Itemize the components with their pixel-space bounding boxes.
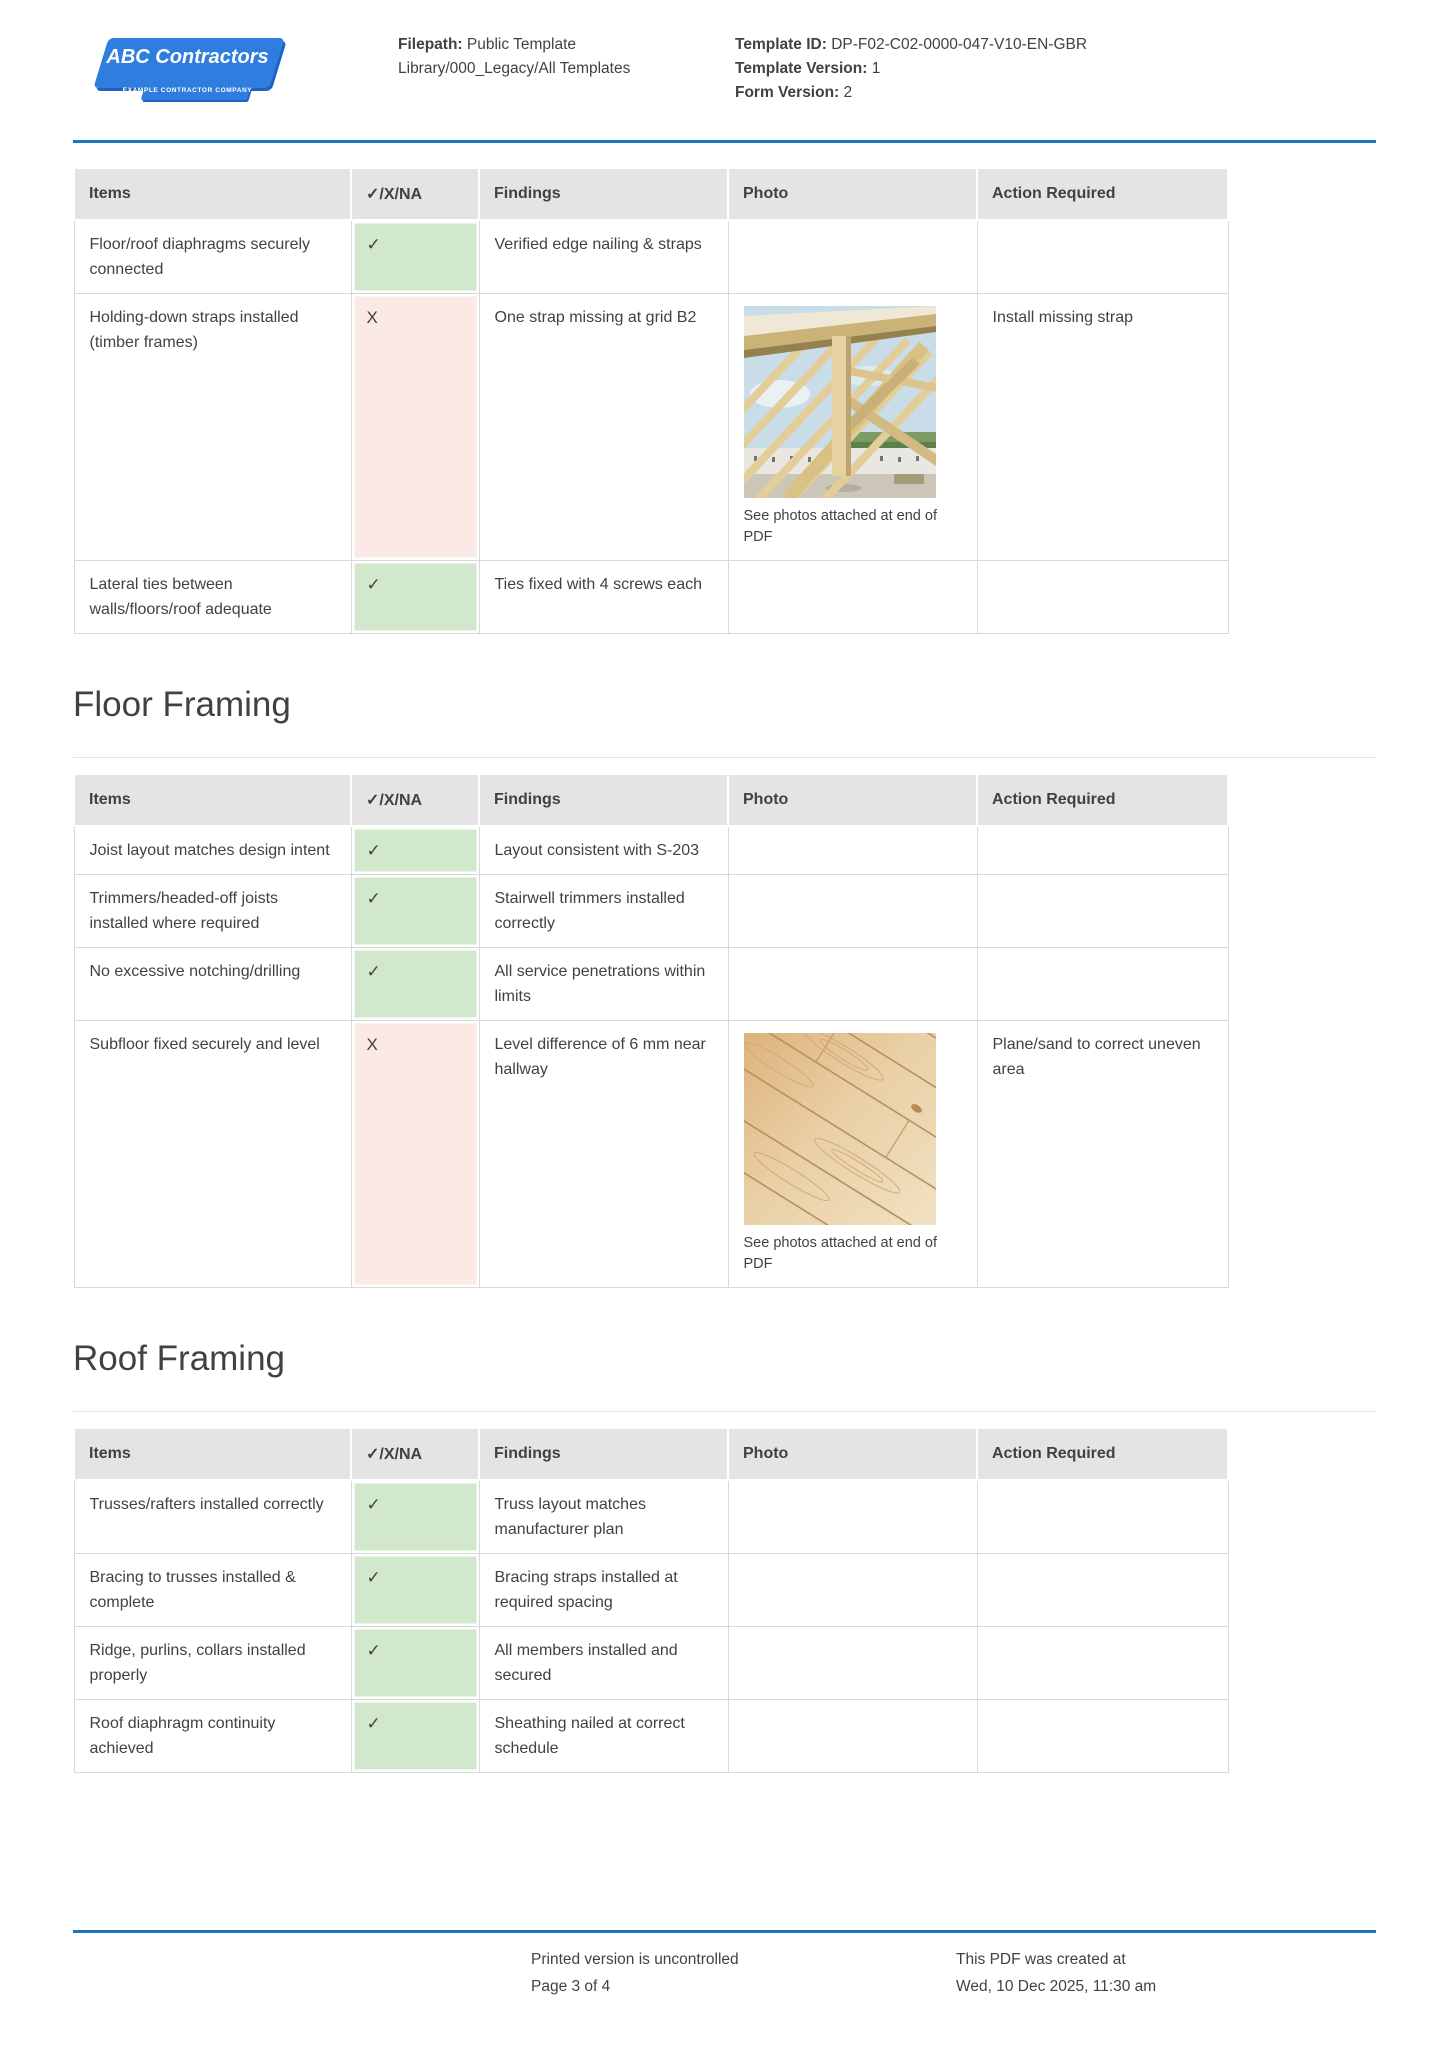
inspection-table (73, 167, 1229, 634)
logo-subtitle: EXAMPLE CONTRACTOR COMPANY (122, 87, 253, 94)
template-info (735, 33, 1355, 105)
item-cell: Trusses/rafters installed correctly (74, 1480, 351, 1554)
col-findings: Findings (479, 774, 728, 826)
status-cell: X (351, 1021, 479, 1288)
photo-cell (728, 875, 977, 948)
uncontrolled-note: Printed version is uncontrolled (531, 1951, 739, 1968)
findings-cell: All members installed and secured (479, 1627, 728, 1700)
photo-cell (728, 1021, 977, 1288)
action-cell (977, 826, 1228, 875)
photo-cell (728, 294, 977, 561)
footer-rule (73, 1930, 1376, 1933)
status-cell: ✓ (351, 561, 479, 634)
photo-cell (728, 1700, 977, 1773)
col-photo: Photo (728, 774, 977, 826)
wood-floor-photo (744, 1033, 936, 1225)
col-items: Items (74, 1428, 351, 1480)
template-version-value: 1 (871, 60, 881, 77)
status-cell: X (351, 294, 479, 561)
form-version-label: Form Version: (735, 84, 840, 101)
header-rule (73, 140, 1376, 143)
action-cell: Install missing strap (977, 294, 1228, 561)
photo-cell (728, 1480, 977, 1554)
col-action: Action Required (977, 168, 1228, 220)
col-items: Items (74, 774, 351, 826)
status-cell: ✓ (351, 1627, 479, 1700)
inspection-table (73, 1427, 1229, 1773)
findings-cell: Stairwell trimmers installed correctly (479, 875, 728, 948)
col-action: Action Required (977, 1428, 1228, 1480)
table-row (74, 1554, 1228, 1627)
section-title-floor-framing: Floor Framing (73, 685, 291, 724)
item-cell: Trimmers/headed-off joists installed where required (74, 875, 351, 948)
status-cell: ✓ (351, 826, 479, 875)
action-cell (977, 1480, 1228, 1554)
table-row (74, 294, 1228, 561)
status-cell: ✓ (351, 220, 479, 294)
page-header (73, 0, 1376, 140)
template-version-row (735, 57, 1355, 81)
table-row (74, 1627, 1228, 1700)
filepath-value: Public Template Library/000_Legacy/All Templates (398, 36, 631, 77)
table-header-row (74, 774, 1228, 826)
template-id-value: DP-F02-C02-0000-047-V10-EN-GBR (831, 36, 1088, 53)
status-cell: ✓ (351, 875, 479, 948)
findings-cell: Truss layout matches manufacturer plan (479, 1480, 728, 1554)
status-cell: ✓ (351, 1554, 479, 1627)
status-cell: ✓ (351, 1700, 479, 1773)
col-findings: Findings (479, 168, 728, 220)
findings-cell: Layout consistent with S-203 (479, 826, 728, 875)
col-items: Items (74, 168, 351, 220)
action-cell (977, 220, 1228, 294)
photo-caption: See photos attached at end of PDF (743, 508, 937, 545)
photo-cell (728, 561, 977, 634)
action-cell (977, 1554, 1228, 1627)
form-version-value: 2 (843, 84, 853, 101)
table-row (74, 561, 1228, 634)
filepath-info (398, 33, 733, 81)
section-divider (73, 757, 1376, 758)
table-row (74, 1021, 1228, 1288)
photo-cell (728, 1554, 977, 1627)
item-cell: Lateral ties between walls/floors/roof adequate (74, 561, 351, 634)
item-cell: Ridge, purlins, collars installed properly (74, 1627, 351, 1700)
table-header-row (74, 168, 1228, 220)
section-title-roof-framing: Roof Framing (73, 1339, 286, 1378)
item-cell: Subfloor fixed securely and level (74, 1021, 351, 1288)
findings-cell: Verified edge nailing & straps (479, 220, 728, 294)
photo-caption: See photos attached at end of PDF (743, 1235, 937, 1272)
document-body (73, 167, 1376, 1773)
action-cell: Plane/sand to correct uneven area (977, 1021, 1228, 1288)
table-row (74, 220, 1228, 294)
status-cell: ✓ (351, 1480, 479, 1554)
status-cell: ✓ (351, 948, 479, 1021)
item-cell: Bracing to trusses installed & complete (74, 1554, 351, 1627)
action-cell (977, 1627, 1228, 1700)
created-at-value: Wed, 10 Dec 2025, 11:30 am (956, 1978, 1157, 1995)
action-cell (977, 1700, 1228, 1773)
findings-cell: Bracing straps installed at required spacing (479, 1554, 728, 1627)
table-header-row (74, 1428, 1228, 1480)
action-cell (977, 875, 1228, 948)
template-id-row (735, 33, 1355, 57)
item-cell: Roof diaphragm continuity achieved (74, 1700, 351, 1773)
photo-cell (728, 826, 977, 875)
inspection-table (73, 773, 1229, 1288)
logo-title: ABC Contractors (106, 46, 269, 68)
photo-cell (728, 220, 977, 294)
filepath-label: Filepath: (398, 36, 463, 53)
col-status: ✓/X/NA (351, 168, 479, 220)
footer-right (956, 1946, 1156, 2000)
template-version-label: Template Version: (735, 60, 868, 77)
form-version-row (735, 81, 1355, 105)
findings-cell: Ties fixed with 4 screws each (479, 561, 728, 634)
table-row (74, 948, 1228, 1021)
findings-cell: One strap missing at grid B2 (479, 294, 728, 561)
table-row (74, 875, 1228, 948)
action-cell (977, 948, 1228, 1021)
created-at-label: This PDF was created at (956, 1951, 1126, 1968)
col-photo: Photo (728, 1428, 977, 1480)
item-cell: Floor/roof diaphragms securely connected (74, 220, 351, 294)
action-cell (977, 561, 1228, 634)
table-row (74, 1480, 1228, 1554)
col-status: ✓/X/NA (351, 774, 479, 826)
roof-framing-photo (744, 306, 936, 498)
findings-cell: Sheathing nailed at correct schedule (479, 1700, 728, 1773)
findings-cell: Level difference of 6 mm near hallway (479, 1021, 728, 1288)
photo-cell (728, 948, 977, 1021)
table-row (74, 826, 1228, 875)
col-action: Action Required (977, 774, 1228, 826)
footer-left (531, 1946, 739, 2000)
template-id-label: Template ID: (735, 36, 827, 53)
item-cell: Holding-down straps installed (timber frames) (74, 294, 351, 561)
col-photo: Photo (728, 168, 977, 220)
table-row (74, 1700, 1228, 1773)
findings-cell: All service penetrations within limits (479, 948, 728, 1021)
col-findings: Findings (479, 1428, 728, 1480)
company-logo (85, 36, 290, 104)
item-cell: Joist layout matches design intent (74, 826, 351, 875)
section-divider (73, 1411, 1376, 1412)
page-number: Page 3 of 4 (531, 1978, 611, 1995)
item-cell: No excessive notching/drilling (74, 948, 351, 1021)
photo-cell (728, 1627, 977, 1700)
col-status: ✓/X/NA (351, 1428, 479, 1480)
